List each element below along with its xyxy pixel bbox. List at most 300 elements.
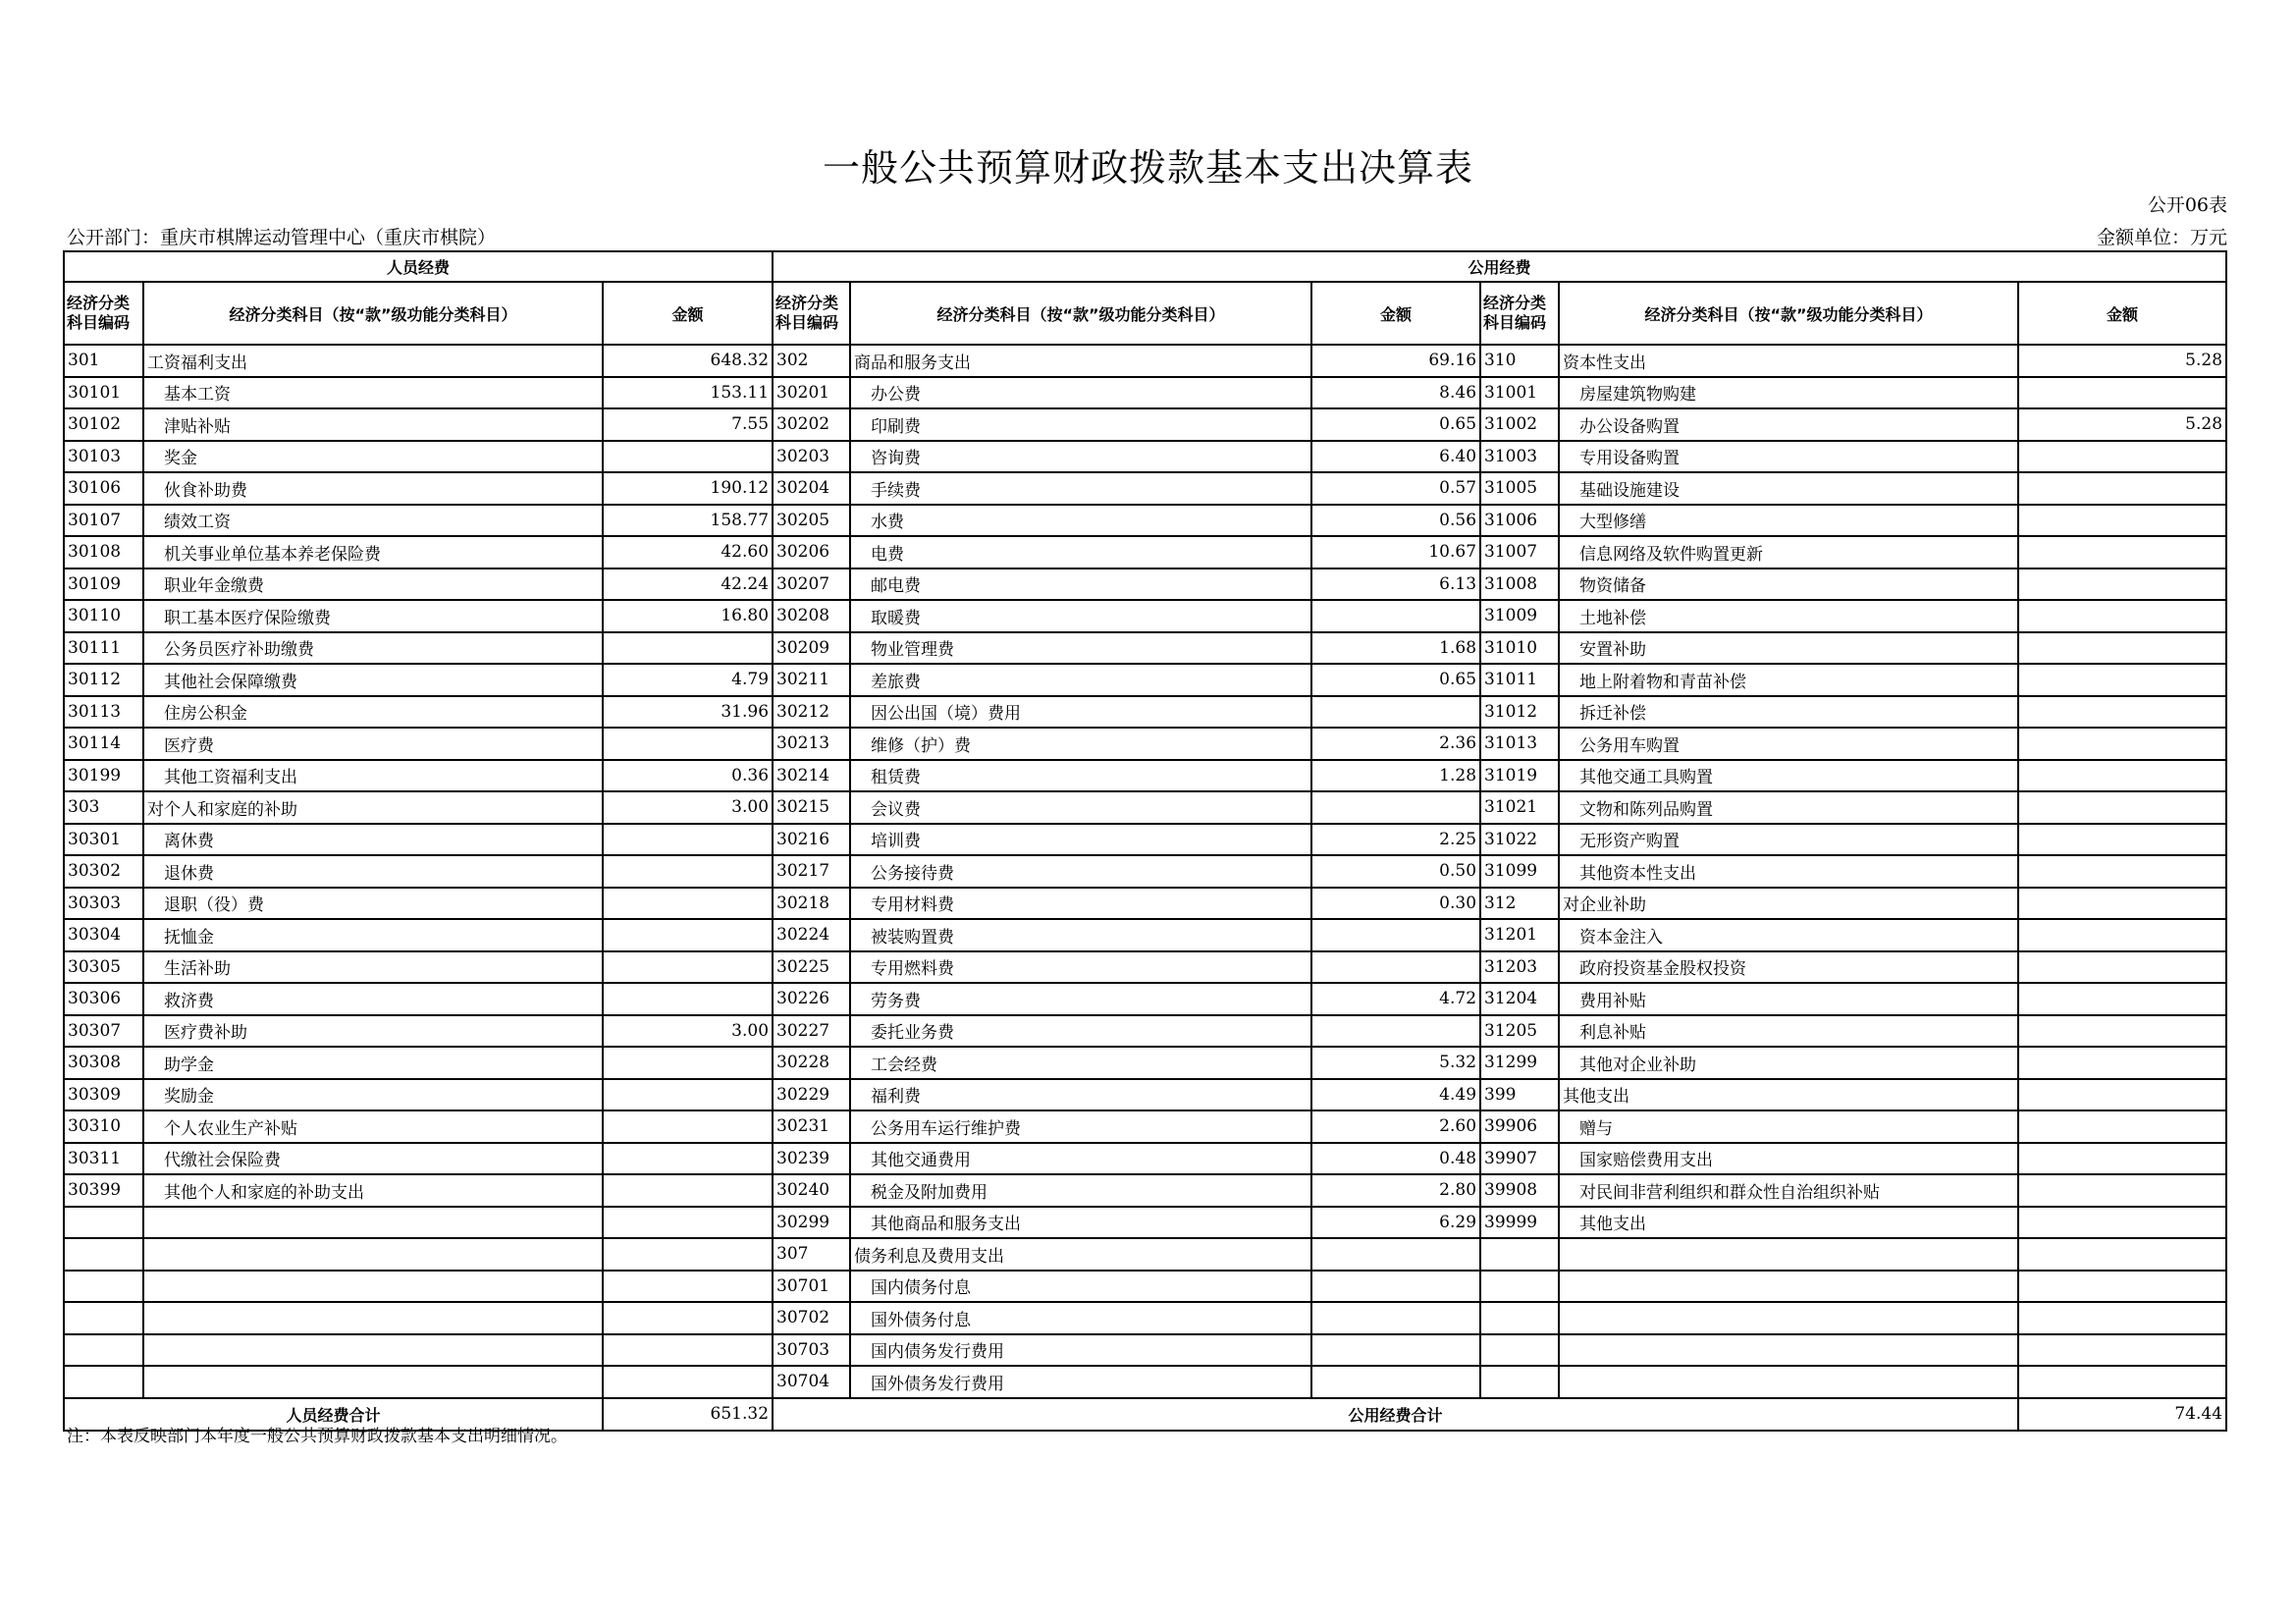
capital-name-cell: 其他对企业补助 — [1559, 1047, 2018, 1079]
goods-code-cell: 30229 — [773, 1079, 850, 1111]
personnel-code-cell: 30101 — [64, 377, 143, 409]
capital-code-cell: 31009 — [1480, 600, 1559, 632]
personnel-code-cell: 30111 — [64, 632, 143, 665]
capital-amount-cell — [2018, 1334, 2226, 1367]
goods-amount-cell — [1311, 696, 1480, 729]
header-amount: 金额 — [603, 282, 773, 345]
goods-amount-cell: 2.60 — [1311, 1110, 1480, 1143]
personnel-code-cell: 301 — [64, 345, 143, 377]
capital-name-cell — [1559, 1238, 2018, 1271]
goods-name-cell: 福利费 — [850, 1079, 1311, 1111]
page-title: 一般公共预算财政拨款基本支出决算表 — [822, 146, 1473, 189]
goods-name-cell: 专用材料费 — [850, 888, 1311, 920]
capital-code-cell: 312 — [1480, 888, 1559, 920]
goods-name-cell: 其他商品和服务支出 — [850, 1207, 1311, 1239]
capital-code-cell: 39907 — [1480, 1143, 1559, 1175]
capital-amount-cell — [2018, 1238, 2226, 1271]
capital-code-cell — [1480, 1334, 1559, 1367]
personnel-name-cell: 助学金 — [143, 1047, 603, 1079]
goods-code-cell: 30218 — [773, 888, 850, 920]
personnel-name-cell — [143, 1271, 603, 1303]
capital-name-cell: 基础设施建设 — [1559, 472, 2018, 505]
personnel-name-cell: 基本工资 — [143, 377, 603, 409]
personnel-amount-cell — [603, 951, 773, 984]
personnel-amount-cell — [603, 824, 773, 856]
capital-name-cell: 其他交通工具购置 — [1559, 760, 2018, 792]
goods-code-cell: 30201 — [773, 377, 850, 409]
personnel-code-cell — [64, 1334, 143, 1367]
goods-name-cell: 印刷费 — [850, 408, 1311, 441]
capital-code-cell — [1480, 1238, 1559, 1271]
footnote: 注：本表反映部门本年度一般公共预算财政拨款基本支出明细情况。 — [67, 1427, 567, 1446]
goods-name-cell: 其他交通费用 — [850, 1143, 1311, 1175]
personnel-amount-cell — [603, 919, 773, 951]
table-row — [64, 855, 2226, 888]
goods-name-cell: 专用燃料费 — [850, 951, 1311, 984]
capital-code-cell: 31010 — [1480, 632, 1559, 665]
goods-amount-cell: 69.16 — [1311, 345, 1480, 377]
goods-code-cell: 30701 — [773, 1271, 850, 1303]
personnel-code-cell: 30106 — [64, 472, 143, 505]
capital-amount-cell — [2018, 888, 2226, 920]
goods-name-cell: 国内债务发行费用 — [850, 1334, 1311, 1367]
capital-amount-cell — [2018, 377, 2226, 409]
header-code: 经济分类科目编码 — [64, 282, 143, 345]
goods-name-cell: 电费 — [850, 536, 1311, 568]
personnel-name-cell — [143, 1366, 603, 1398]
personnel-amount-cell — [603, 728, 773, 760]
personnel-name-cell — [143, 1302, 603, 1334]
personnel-name-cell: 津贴补贴 — [143, 408, 603, 441]
capital-amount-cell — [2018, 441, 2226, 473]
capital-name-cell: 赠与 — [1559, 1110, 2018, 1143]
capital-name-cell: 对企业补助 — [1559, 888, 2018, 920]
goods-amount-cell: 2.25 — [1311, 824, 1480, 856]
table-row — [64, 600, 2226, 632]
personnel-code-cell: 30307 — [64, 1015, 143, 1048]
goods-code-cell: 307 — [773, 1238, 850, 1271]
capital-name-cell: 大型修缮 — [1559, 505, 2018, 537]
table-row — [64, 408, 2226, 441]
personnel-name-cell: 救济费 — [143, 983, 603, 1015]
goods-code-cell: 30299 — [773, 1207, 850, 1239]
personnel-name-cell — [143, 1207, 603, 1239]
personnel-name-cell: 代缴社会保险费 — [143, 1143, 603, 1175]
personnel-amount-cell — [603, 1047, 773, 1079]
goods-code-cell: 30209 — [773, 632, 850, 665]
capital-amount-cell — [2018, 632, 2226, 665]
table-row — [64, 441, 2226, 473]
goods-amount-cell: 6.13 — [1311, 568, 1480, 601]
goods-code-cell: 30702 — [773, 1302, 850, 1334]
header-code: 经济分类科目编码 — [1480, 282, 1559, 345]
table-row — [64, 919, 2226, 951]
capital-amount-cell — [2018, 536, 2226, 568]
capital-name-cell: 文物和陈列品购置 — [1559, 791, 2018, 824]
capital-amount-cell — [2018, 1366, 2226, 1398]
personnel-code-cell: 30310 — [64, 1110, 143, 1143]
goods-name-cell: 商品和服务支出 — [850, 345, 1311, 377]
goods-name-cell: 公务接待费 — [850, 855, 1311, 888]
capital-name-cell: 公务用车购置 — [1559, 728, 2018, 760]
capital-name-cell: 安置补助 — [1559, 632, 2018, 665]
capital-code-cell: 31201 — [1480, 919, 1559, 951]
header-amount: 金额 — [2018, 282, 2226, 345]
capital-code-cell: 31012 — [1480, 696, 1559, 729]
capital-code-cell — [1480, 1271, 1559, 1303]
capital-amount-cell: 5.28 — [2018, 345, 2226, 377]
goods-code-cell: 30239 — [773, 1143, 850, 1175]
goods-amount-cell — [1311, 1271, 1480, 1303]
capital-amount-cell — [2018, 568, 2226, 601]
goods-name-cell: 债务利息及费用支出 — [850, 1238, 1311, 1271]
goods-name-cell: 租赁费 — [850, 760, 1311, 792]
capital-amount-cell — [2018, 1110, 2226, 1143]
goods-amount-cell: 0.50 — [1311, 855, 1480, 888]
capital-amount-cell — [2018, 472, 2226, 505]
capital-name-cell: 信息网络及软件购置更新 — [1559, 536, 2018, 568]
capital-name-cell: 政府投资基金股权投资 — [1559, 951, 2018, 984]
personnel-code-cell: 30302 — [64, 855, 143, 888]
capital-name-cell: 利息补贴 — [1559, 1015, 2018, 1048]
goods-code-cell: 30206 — [773, 536, 850, 568]
personnel-amount-cell — [603, 1271, 773, 1303]
goods-code-cell: 30216 — [773, 824, 850, 856]
capital-name-cell: 国家赔偿费用支出 — [1559, 1143, 2018, 1175]
personnel-code-cell: 30309 — [64, 1079, 143, 1111]
goods-amount-cell: 4.72 — [1311, 983, 1480, 1015]
personnel-name-cell: 奖金 — [143, 441, 603, 473]
goods-amount-cell — [1311, 791, 1480, 824]
personnel-name-cell: 离休费 — [143, 824, 603, 856]
capital-code-cell: 31001 — [1480, 377, 1559, 409]
capital-code-cell: 31003 — [1480, 441, 1559, 473]
goods-code-cell: 30207 — [773, 568, 850, 601]
goods-name-cell: 工会经费 — [850, 1047, 1311, 1079]
goods-amount-cell: 8.46 — [1311, 377, 1480, 409]
goods-amount-cell: 1.28 — [1311, 760, 1480, 792]
table-row — [64, 1015, 2226, 1048]
capital-name-cell: 对民间非营利组织和群众性自治组织补贴 — [1559, 1174, 2018, 1207]
goods-name-cell: 国外债务发行费用 — [850, 1366, 1311, 1398]
table-row — [64, 1271, 2226, 1303]
personnel-name-cell: 机关事业单位基本养老保险费 — [143, 536, 603, 568]
goods-code-cell: 30240 — [773, 1174, 850, 1207]
personnel-name-cell: 医疗费补助 — [143, 1015, 603, 1048]
goods-code-cell: 30215 — [773, 791, 850, 824]
personnel-name-cell: 对个人和家庭的补助 — [143, 791, 603, 824]
capital-amount-cell — [2018, 1047, 2226, 1079]
capital-amount-cell — [2018, 1302, 2226, 1334]
capital-name-cell — [1559, 1271, 2018, 1303]
table-row — [64, 632, 2226, 665]
personnel-total-amount: 651.32 — [603, 1398, 773, 1431]
capital-code-cell: 31022 — [1480, 824, 1559, 856]
personnel-name-cell: 其他工资福利支出 — [143, 760, 603, 792]
table-row — [64, 888, 2226, 920]
personnel-code-cell — [64, 1271, 143, 1303]
personnel-amount-cell: 42.24 — [603, 568, 773, 601]
goods-code-cell: 30217 — [773, 855, 850, 888]
header-code: 经济分类科目编码 — [773, 282, 850, 345]
table-row — [64, 664, 2226, 696]
personnel-code-cell: 303 — [64, 791, 143, 824]
goods-amount-cell: 6.40 — [1311, 441, 1480, 473]
personnel-name-cell — [143, 1238, 603, 1271]
goods-name-cell: 维修（护）费 — [850, 728, 1311, 760]
personnel-amount-cell — [603, 888, 773, 920]
goods-amount-cell: 0.65 — [1311, 408, 1480, 441]
personnel-code-cell — [64, 1302, 143, 1334]
personnel-amount-cell: 31.96 — [603, 696, 773, 729]
capital-code-cell: 31011 — [1480, 664, 1559, 696]
goods-code-cell: 30214 — [773, 760, 850, 792]
goods-name-cell: 劳务费 — [850, 983, 1311, 1015]
personnel-name-cell: 其他个人和家庭的补助支出 — [143, 1174, 603, 1207]
capital-name-cell — [1559, 1366, 2018, 1398]
capital-name-cell: 房屋建筑物购建 — [1559, 377, 2018, 409]
goods-name-cell: 取暖费 — [850, 600, 1311, 632]
capital-code-cell: 310 — [1480, 345, 1559, 377]
goods-amount-cell: 0.65 — [1311, 664, 1480, 696]
table-row — [64, 728, 2226, 760]
goods-name-cell: 咨询费 — [850, 441, 1311, 473]
capital-name-cell: 无形资产购置 — [1559, 824, 2018, 856]
table-row — [64, 1047, 2226, 1079]
goods-amount-cell — [1311, 919, 1480, 951]
goods-code-cell: 30205 — [773, 505, 850, 537]
personnel-code-cell: 30108 — [64, 536, 143, 568]
goods-name-cell: 办公费 — [850, 377, 1311, 409]
personnel-code-cell: 30102 — [64, 408, 143, 441]
capital-code-cell: 399 — [1480, 1079, 1559, 1111]
table-row — [64, 1302, 2226, 1334]
goods-code-cell: 30224 — [773, 919, 850, 951]
capital-code-cell: 39999 — [1480, 1207, 1559, 1239]
capital-name-cell: 办公设备购置 — [1559, 408, 2018, 441]
goods-name-cell: 培训费 — [850, 824, 1311, 856]
goods-code-cell: 30227 — [773, 1015, 850, 1048]
capital-amount-cell — [2018, 505, 2226, 537]
personnel-amount-cell: 7.55 — [603, 408, 773, 441]
personnel-amount-cell — [603, 855, 773, 888]
personnel-code-cell: 30303 — [64, 888, 143, 920]
personnel-name-cell: 公务员医疗补助缴费 — [143, 632, 603, 665]
goods-name-cell: 差旅费 — [850, 664, 1311, 696]
personnel-name-cell: 医疗费 — [143, 728, 603, 760]
capital-code-cell: 31007 — [1480, 536, 1559, 568]
personnel-name-cell: 职业年金缴费 — [143, 568, 603, 601]
goods-amount-cell — [1311, 600, 1480, 632]
personnel-name-cell: 抚恤金 — [143, 919, 603, 951]
table-row — [64, 505, 2226, 537]
personnel-amount-cell — [603, 1110, 773, 1143]
goods-amount-cell: 5.32 — [1311, 1047, 1480, 1079]
goods-amount-cell — [1311, 1334, 1480, 1367]
goods-code-cell: 302 — [773, 345, 850, 377]
capital-code-cell: 31203 — [1480, 951, 1559, 984]
table-row — [64, 760, 2226, 792]
capital-name-cell — [1559, 1302, 2018, 1334]
capital-name-cell: 地上附着物和青苗补偿 — [1559, 664, 2018, 696]
goods-code-cell: 30212 — [773, 696, 850, 729]
capital-amount-cell — [2018, 696, 2226, 729]
capital-amount-cell — [2018, 760, 2226, 792]
goods-name-cell: 被装购置费 — [850, 919, 1311, 951]
capital-name-cell: 拆迁补偿 — [1559, 696, 2018, 729]
capital-code-cell: 31006 — [1480, 505, 1559, 537]
capital-name-cell: 土地补偿 — [1559, 600, 2018, 632]
personnel-name-cell: 退休费 — [143, 855, 603, 888]
personnel-name-cell: 退职（役）费 — [143, 888, 603, 920]
goods-code-cell: 30203 — [773, 441, 850, 473]
goods-amount-cell: 4.49 — [1311, 1079, 1480, 1111]
personnel-amount-cell: 153.11 — [603, 377, 773, 409]
personnel-amount-cell — [603, 1174, 773, 1207]
personnel-amount-cell: 42.60 — [603, 536, 773, 568]
table-row — [64, 824, 2226, 856]
table-row — [64, 536, 2226, 568]
table-row — [64, 951, 2226, 984]
personnel-code-cell: 30301 — [64, 824, 143, 856]
capital-code-cell: 39908 — [1480, 1174, 1559, 1207]
table-row — [64, 1334, 2226, 1367]
capital-amount-cell — [2018, 1079, 2226, 1111]
personnel-code-cell: 30113 — [64, 696, 143, 729]
goods-amount-cell: 1.68 — [1311, 632, 1480, 665]
personnel-code-cell: 30110 — [64, 600, 143, 632]
capital-code-cell — [1480, 1302, 1559, 1334]
personnel-name-cell: 奖励金 — [143, 1079, 603, 1111]
table-row — [64, 1366, 2226, 1398]
capital-amount-cell — [2018, 1207, 2226, 1239]
personnel-amount-cell: 4.79 — [603, 664, 773, 696]
goods-amount-cell: 0.57 — [1311, 472, 1480, 505]
goods-amount-cell — [1311, 951, 1480, 984]
personnel-amount-cell: 648.32 — [603, 345, 773, 377]
personnel-amount-cell — [603, 441, 773, 473]
header-name: 经济分类科目（按“款”级功能分类科目） — [1559, 282, 2018, 345]
personnel-amount-cell — [603, 1207, 773, 1239]
goods-code-cell: 30213 — [773, 728, 850, 760]
personnel-amount-cell: 16.80 — [603, 600, 773, 632]
personnel-name-cell: 绩效工资 — [143, 505, 603, 537]
goods-name-cell: 公务用车运行维护费 — [850, 1110, 1311, 1143]
capital-amount-cell — [2018, 1271, 2226, 1303]
capital-amount-cell — [2018, 983, 2226, 1015]
personnel-name-cell: 伙食补助费 — [143, 472, 603, 505]
personnel-amount-cell: 190.12 — [603, 472, 773, 505]
capital-name-cell — [1559, 1334, 2018, 1367]
goods-amount-cell — [1311, 1302, 1480, 1334]
table-row — [64, 472, 2226, 505]
capital-amount-cell — [2018, 1015, 2226, 1048]
capital-code-cell: 31205 — [1480, 1015, 1559, 1048]
header-name: 经济分类科目（按“款”级功能分类科目） — [143, 282, 603, 345]
personnel-code-cell — [64, 1238, 143, 1271]
goods-amount-cell: 10.67 — [1311, 536, 1480, 568]
personnel-amount-cell — [603, 983, 773, 1015]
goods-name-cell: 国内债务付息 — [850, 1271, 1311, 1303]
goods-amount-cell: 6.29 — [1311, 1207, 1480, 1239]
personnel-amount-cell: 0.36 — [603, 760, 773, 792]
table-row — [64, 568, 2226, 601]
capital-code-cell: 39906 — [1480, 1110, 1559, 1143]
goods-code-cell: 30228 — [773, 1047, 850, 1079]
goods-code-cell: 30703 — [773, 1334, 850, 1367]
personnel-amount-cell — [603, 1302, 773, 1334]
goods-amount-cell — [1311, 1366, 1480, 1398]
group-personnel: 人员经费 — [64, 251, 773, 282]
goods-amount-cell — [1311, 1015, 1480, 1048]
header-amount: 金额 — [1311, 282, 1480, 345]
capital-amount-cell — [2018, 728, 2226, 760]
public-total-label: 公用经费合计 — [773, 1398, 2018, 1431]
personnel-code-cell: 30107 — [64, 505, 143, 537]
table-row — [64, 345, 2226, 377]
goods-code-cell: 30204 — [773, 472, 850, 505]
personnel-amount-cell — [603, 1143, 773, 1175]
personnel-code-cell: 30306 — [64, 983, 143, 1015]
table-row — [64, 1079, 2226, 1111]
goods-amount-cell — [1311, 1238, 1480, 1271]
goods-name-cell: 委托业务费 — [850, 1015, 1311, 1048]
goods-code-cell: 30704 — [773, 1366, 850, 1398]
capital-amount-cell — [2018, 855, 2226, 888]
personnel-code-cell: 30114 — [64, 728, 143, 760]
capital-code-cell: 31099 — [1480, 855, 1559, 888]
capital-code-cell — [1480, 1366, 1559, 1398]
capital-code-cell: 31204 — [1480, 983, 1559, 1015]
table-row — [64, 1238, 2226, 1271]
goods-name-cell: 物业管理费 — [850, 632, 1311, 665]
goods-name-cell: 因公出国（境）费用 — [850, 696, 1311, 729]
capital-code-cell: 31002 — [1480, 408, 1559, 441]
personnel-amount-cell — [603, 1334, 773, 1367]
capital-name-cell: 资本性支出 — [1559, 345, 2018, 377]
personnel-code-cell: 30112 — [64, 664, 143, 696]
personnel-code-cell: 30308 — [64, 1047, 143, 1079]
personnel-code-cell: 30399 — [64, 1174, 143, 1207]
capital-code-cell: 31019 — [1480, 760, 1559, 792]
capital-amount-cell — [2018, 824, 2226, 856]
personnel-code-cell: 30199 — [64, 760, 143, 792]
personnel-code-cell: 30304 — [64, 919, 143, 951]
personnel-amount-cell: 3.00 — [603, 1015, 773, 1048]
goods-amount-cell: 2.36 — [1311, 728, 1480, 760]
goods-name-cell: 邮电费 — [850, 568, 1311, 601]
goods-amount-cell: 0.30 — [1311, 888, 1480, 920]
capital-code-cell: 31005 — [1480, 472, 1559, 505]
capital-name-cell: 物资储备 — [1559, 568, 2018, 601]
table-row — [64, 696, 2226, 729]
personnel-code-cell — [64, 1207, 143, 1239]
personnel-code-cell: 30109 — [64, 568, 143, 601]
goods-name-cell: 水费 — [850, 505, 1311, 537]
capital-name-cell: 专用设备购置 — [1559, 441, 2018, 473]
table-row — [64, 1143, 2226, 1175]
personnel-name-cell: 住房公积金 — [143, 696, 603, 729]
amount-unit: 金额单位：万元 — [2096, 227, 2227, 248]
public-total-amount: 74.44 — [2018, 1398, 2226, 1431]
form-number: 公开06表 — [2147, 194, 2227, 216]
goods-code-cell: 30226 — [773, 983, 850, 1015]
personnel-code-cell: 30103 — [64, 441, 143, 473]
personnel-name-cell — [143, 1334, 603, 1367]
goods-code-cell: 30225 — [773, 951, 850, 984]
personnel-name-cell: 个人农业生产补贴 — [143, 1110, 603, 1143]
goods-name-cell: 会议费 — [850, 791, 1311, 824]
